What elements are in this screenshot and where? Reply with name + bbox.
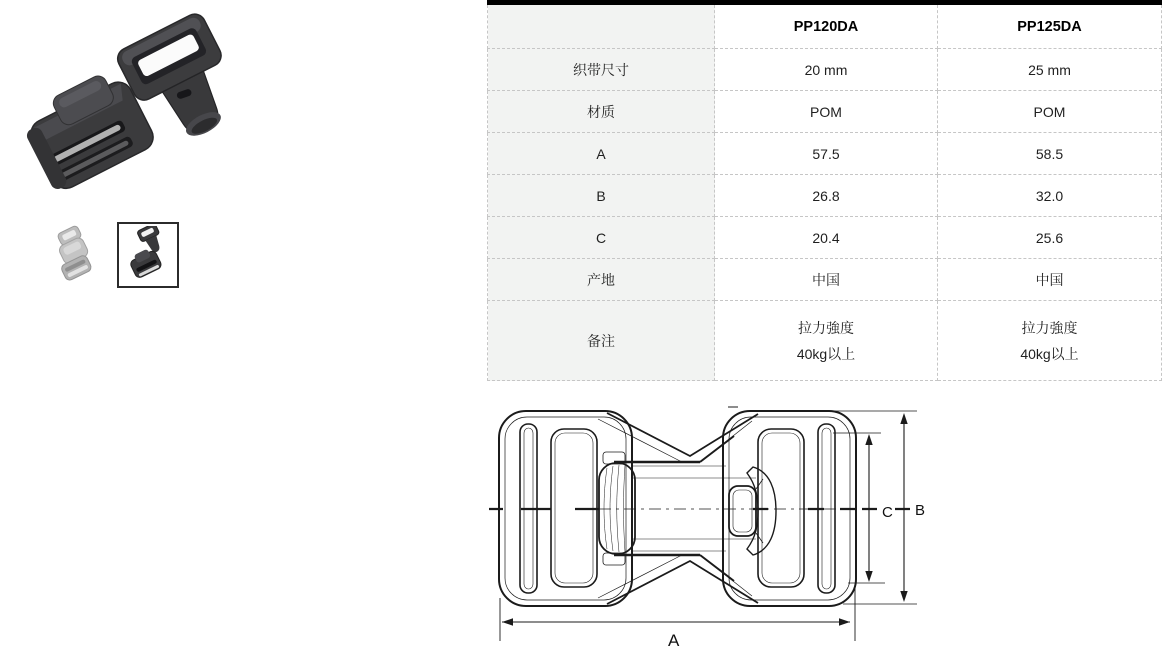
spec-cell: 中国 [938, 259, 1162, 301]
spec-cell: 25.6 [938, 217, 1162, 259]
spec-cell [938, 301, 1162, 381]
spec-cell: POM [715, 91, 938, 133]
spec-cell: 58.5 [938, 133, 1162, 175]
black-buckle-thumb-image [121, 226, 175, 284]
spec-row [488, 175, 1162, 217]
spec-row-label: A [488, 133, 715, 175]
spec-row [488, 217, 1162, 259]
spec-cell: 25 mm [938, 49, 1162, 91]
spec-row [488, 301, 1162, 381]
spec-header-row [488, 3, 1162, 49]
spec-table-body [488, 49, 1162, 381]
gray-buckle-thumb-image [45, 225, 103, 283]
spec-cell: 57.5 [715, 133, 938, 175]
spec-row [488, 49, 1162, 91]
spec-cell: 32.0 [938, 175, 1162, 217]
spec-row [488, 133, 1162, 175]
spec-cell [715, 301, 938, 381]
spec-table [487, 0, 1162, 381]
spec-cell: 中国 [715, 259, 938, 301]
spec-row-label: 材质 [488, 91, 715, 133]
spec-cell: POM [938, 91, 1162, 133]
buckle-photo-image [8, 2, 258, 212]
buckle-line-drawing [487, 398, 947, 652]
spec-header-PP120DA: PP120DA [715, 3, 938, 49]
spec-row [488, 91, 1162, 133]
spec-row-label: C [488, 217, 715, 259]
spec-table-header [488, 3, 1162, 49]
dim-label-b: B [915, 502, 926, 519]
spec-cell: 20.4 [715, 217, 938, 259]
spec-header-blank [488, 3, 715, 49]
spec-row [488, 259, 1162, 301]
spec-header-PP125DA: PP125DA [938, 3, 1162, 49]
spec-cell-line: 40kg以上 [796, 345, 856, 362]
spec-cell: 20 mm [715, 49, 938, 91]
spec-cell-line: 40kg以上 [1020, 345, 1079, 362]
dim-label-a: A [668, 631, 680, 650]
product-photo [8, 2, 258, 212]
spec-row-label: 备注 [488, 301, 715, 381]
dimension-drawing [487, 398, 947, 657]
spec-cell-line: 拉力強度 [1021, 319, 1078, 336]
spec-cell-line: 拉力強度 [798, 319, 854, 336]
spec-row-label: 织带尺寸 [488, 49, 715, 91]
dim-label-c: C [882, 504, 893, 521]
spec-row-label: 产地 [488, 259, 715, 301]
thumbnail-gray-buckle[interactable] [44, 223, 104, 285]
spec-row-label: B [488, 175, 715, 217]
spec-cell: 26.8 [715, 175, 938, 217]
thumbnail-black-buckle-selected[interactable] [117, 222, 179, 288]
